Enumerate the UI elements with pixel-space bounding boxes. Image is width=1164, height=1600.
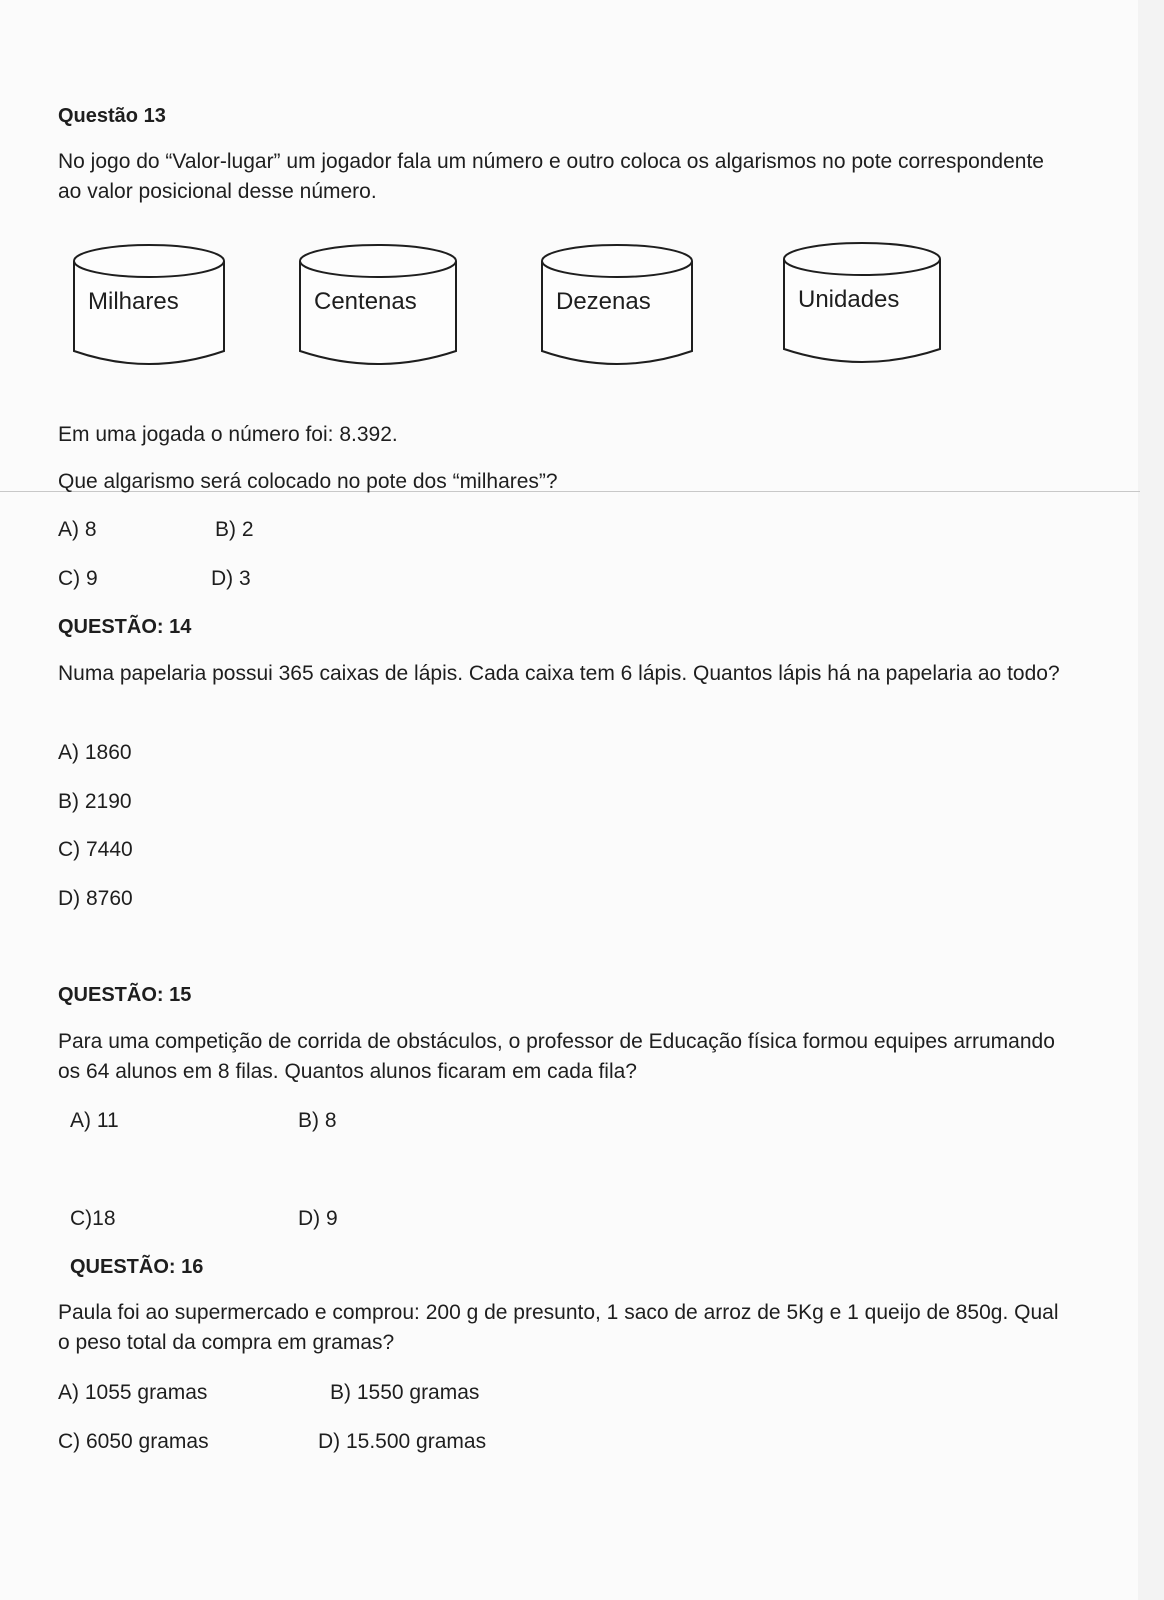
q16-option-d: D) 15.500 gramas: [318, 1430, 487, 1453]
q14-option-c: C) 7440: [58, 838, 133, 861]
q15-option-a: A) 11: [70, 1109, 119, 1132]
q15-text: Para uma competição de corrida de obstáculos, o professor de Educação física formou equipes arrumando os 64 alunos em 8 filas. Quantos alunos ficaram em cada fila?: [58, 1030, 1055, 1083]
q13-text: No jogo do “Valor-lugar” um jogador fala um número e outro coloca os algarismos no pote correspondente ao valor posicional desse número.: [58, 150, 1044, 203]
q13-play: Em uma jogada o número foi: 8.392.: [58, 423, 398, 446]
q13-title: Questão 13: [58, 105, 166, 127]
pot-centenas: [298, 243, 458, 369]
q13-option-b: B) 2: [215, 518, 254, 541]
q16-option-b: B) 1550 gramas: [330, 1381, 480, 1404]
q15-option-b: B) 8: [298, 1109, 337, 1132]
q13-option-c: C) 9: [58, 567, 98, 590]
q14-text: Numa papelaria possui 365 caixas de lápis. Cada caixa tem 6 lápis. Quantos lápis há na papelaria ao todo?: [58, 662, 1060, 685]
pot-unidades: [782, 241, 942, 367]
pot-dezenas-label: Dezenas: [556, 288, 651, 315]
pot-milhares: [72, 243, 226, 369]
scan-right-edge: [1138, 0, 1164, 1600]
q16-option-a: A) 1055 gramas: [58, 1381, 208, 1404]
q16-title: QUESTÃO: 16: [70, 1256, 204, 1278]
q14-option-b: B) 2190: [58, 790, 132, 813]
q15-option-d: D) 9: [298, 1207, 338, 1230]
q16-text: Paula foi ao supermercado e comprou: 200 g de presunto, 1 saco de arroz de 5Kg e 1 queijo de 850g. Qual o peso total da compra em gramas?: [58, 1301, 1059, 1354]
q14-option-d: D) 8760: [58, 887, 133, 910]
pot-centenas-label: Centenas: [314, 288, 417, 315]
pot-dezenas: [540, 243, 694, 369]
q15-title: QUESTÃO: 15: [58, 984, 192, 1006]
q14-option-a: A) 1860: [58, 741, 132, 764]
pot-milhares-label: Milhares: [88, 288, 179, 315]
q13-option-d: D) 3: [211, 567, 251, 590]
q16-option-c: C) 6050 gramas: [58, 1430, 209, 1453]
pot-unidades-label: Unidades: [798, 286, 900, 313]
q15-option-c: C)18: [70, 1207, 116, 1230]
q14-title: QUESTÃO: 14: [58, 616, 192, 638]
q13-question: Que algarismo será colocado no pote dos “milhares”?: [58, 470, 558, 493]
q13-option-a: A) 8: [58, 518, 97, 541]
